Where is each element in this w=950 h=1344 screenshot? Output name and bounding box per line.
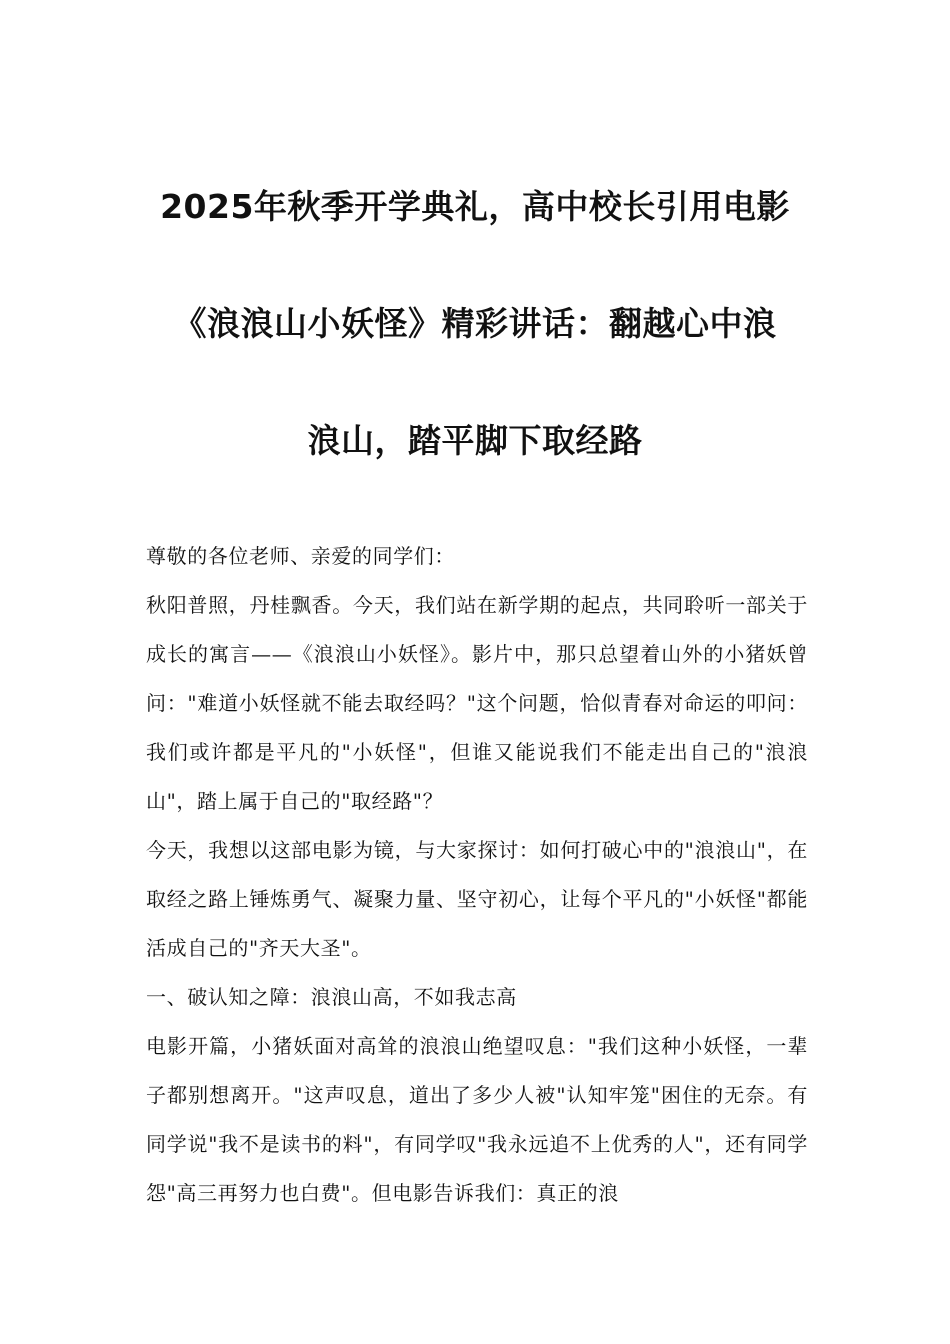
title-line-3: 浪山，踏平脚下取经路 (307, 421, 643, 460)
title-line-2: 《浪浪山小妖怪》精彩讲话：翻越心中浪 (173, 304, 777, 343)
document-title (120, 148, 830, 499)
title-line-1: 2025年秋季开学典礼，高中校长引用电影 (160, 187, 790, 226)
paragraph-section-1: 电影开篇，小猪妖面对高耸的浪浪山绝望叹息："我们这种小妖怪，一辈子都别想离开。"这声叹息，道出了多少人被"认知牢笼"困住的无奈。有同学说"我不是读书的料"，有同学叹"我永远追不上优秀的人"，还有同学怨"高三再努力也白费"。但电影告诉我们：真正的浪 (146, 1034, 808, 1205)
salutation: 尊敬的各位老师、亲爱的同学们： (146, 544, 455, 568)
document-body (146, 532, 808, 1218)
paragraph-theme: 今天，我想以这部电影为镜，与大家探讨：如何打破心中的"浪浪山"，在取经之路上锤炼勇气、凝聚力量、坚守初心，让每个平凡的"小妖怪"都能活成自己的"齐天大圣"。 (146, 838, 808, 960)
section-heading-1: 一、破认知之障：浪浪山高，不如我志高 (146, 985, 517, 1009)
paragraph-intro: 秋阳普照，丹桂飘香。今天，我们站在新学期的起点，共同聆听一部关于成长的寓言——《浪浪山小妖怪》。影片中，那只总望着山外的小猪妖曾问："难道小妖怪就不能去取经吗？"这个问题，恰似青春对命运的叩问：我们或许都是平凡的"小妖怪"，但谁又能说我们不能走出自己的"浪浪山"，踏上属于自己的"取经路"？ (146, 593, 809, 813)
